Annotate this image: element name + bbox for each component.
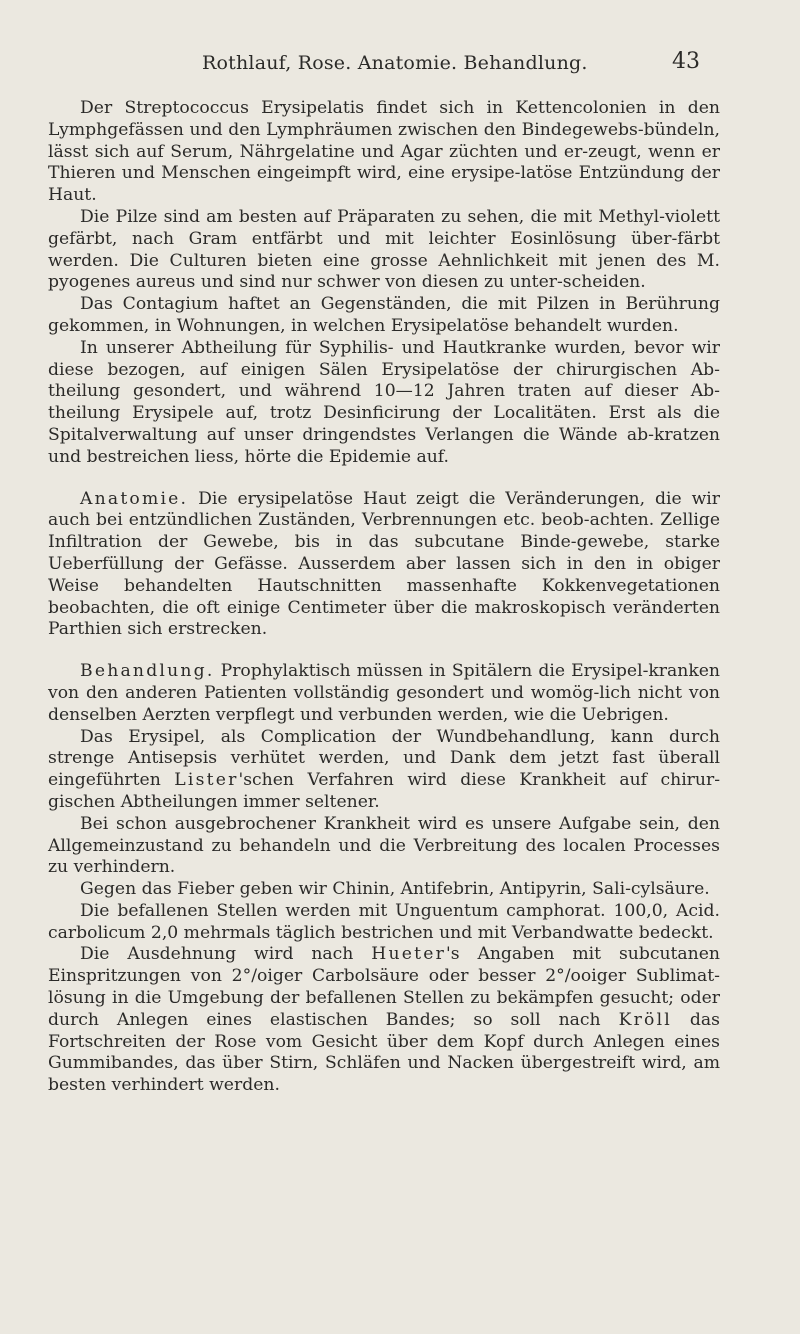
paragraph-wundbehandlung — [48, 727, 720, 814]
name-hueter: Hueter — [371, 944, 446, 965]
running-title: Rothlauf, Rose. Anatomie. Behandlung. — [202, 52, 588, 74]
text-run: Die Ausdehnung wird nach — [80, 944, 372, 965]
paragraph-behandlung — [48, 661, 720, 726]
behandlung-text: Prophylaktisch müssen in Spitälern die Erysipel-kranken von den anderen Patienten vollständig gesondert und womög-lich nicht von denselben Aerzten verpflegt und verbunden werden, wie die Uebrigen. — [48, 661, 720, 725]
anatomie-text: Die erysipelatöse Haut zeigt die Veränderungen, die wir auch bei entzündlichen Zuständen, Verbrennungen etc. beob-achten. Zellige Infiltration der Gewebe, bis in das subcutane Binde-gewebe, starke Ueberfüllung der Gefässe. Ausserdem aber lassen sich in den in obiger Weise behandelten Hautschnitten massenhafte Kokkenvegetationen beobachten, die oft einige Centimeter über die makroskopisch veränderten Parthien sich erstrecken. — [48, 488, 720, 640]
paragraph-streptococcus: Der Streptococcus Erysipelatis findet sich in Kettencolonien in den Lymphgefässen und den Lymphräumen zwischen den Bindegewebs-bündeln, lässt sich auf Serum, Nährgelatine und Agar züchten und er-zeugt, wenn er Thieren und Menschen eingeimpft wird, eine erysipe-latöse Entzündung der Haut. — [48, 98, 720, 206]
name-lister: Lister — [174, 770, 239, 791]
paragraph-anatomie — [48, 489, 720, 642]
paragraph-contagium: Das Contagium haftet an Gegenständen, die mit Pilzen in Berührung gekommen, in Wohnungen, in welchen Erysipelatöse behandelt wurden. — [48, 294, 720, 336]
text-run: Das Erysipel, als Complication der Wundbehandlung, kann durch strenge Antisepsis verhütet werden, und Dank dem jetzt fast überall eingeführten — [48, 726, 720, 791]
body-text — [48, 98, 720, 1097]
paragraph-fieber: Gegen das Fieber geben wir Chinin, Antifebrin, Antipyrin, Sali-cylsäure. — [80, 879, 710, 900]
paragraph-stellen: Die befallenen Stellen werden mit Unguentum camphorat. 100,0, Acid. carbolicum 2,0 mehrmals täglich bestrichen und mit Verbandwatte bedeckt. — [48, 900, 720, 943]
text-run: das Fortschreiten der Rose vom Gesicht über dem Kopf durch Anlegen eines Gummibandes, das über Stirn, Schläfen und Nacken übergestreift wird, am besten verhindert werden. — [48, 1009, 720, 1096]
name-kroell: Kröll — [618, 1009, 672, 1030]
page-number: 43 — [672, 49, 700, 74]
text-run: 'schen Verfahren wird diese Krankheit auf chirur-gischen Abtheilungen immer seltener. — [48, 770, 720, 812]
paragraph-allgemeinzustand: Bei schon ausgebrochener Krankheit wird es unsere Aufgabe sein, den Allgemeinzustand zu behandeln und die Verbreitung des localen Processes zu verhindern. — [48, 813, 720, 878]
section-heading-anatomie: Anatomie. — [80, 488, 189, 509]
paragraph-pilze: Die Pilze sind am besten auf Präparaten zu sehen, die mit Methyl-violett gefärbt, nach Gram entfärbt und mit leichter Eosinlösung über-färbt werden. Die Culturen bieten eine grosse Aehnlichkeit mit jenen des M. pyogenes aureus und sind nur schwer von diesen zu unter-scheiden. — [48, 206, 720, 293]
text-run: 's Angaben mit subcutanen Einspritzungen von 2°/oiger Carbolsäure oder besser 2°/ooiger Sublimat-lösung in die Umgebung der befallenen Stellen zu bekämpfen gesucht; oder durch Anlegen eines elastischen Bandes; so soll nach — [48, 944, 720, 1030]
paragraph-abtheilung: In unserer Abtheilung für Syphilis- und Hautkranke wurden, bevor wir diese bezogen, auf einigen Sälen Erysipelatöse der chirurgischen Ab-theilung gesondert, und während 10—12 Jahren traten auf dieser Ab-theilung Erysipele auf, trotz Desinficirung der Localitäten. Erst als die Spitalverwaltung auf unser dringendstes Verlangen die Wände ab-kratzen und bestreichen liess, hörte die Epidemie auf. — [48, 337, 720, 467]
paragraph-ausdehnung — [48, 944, 720, 1097]
section-heading-behandlung: Behandlung. — [80, 661, 215, 682]
page-header — [0, 49, 800, 84]
